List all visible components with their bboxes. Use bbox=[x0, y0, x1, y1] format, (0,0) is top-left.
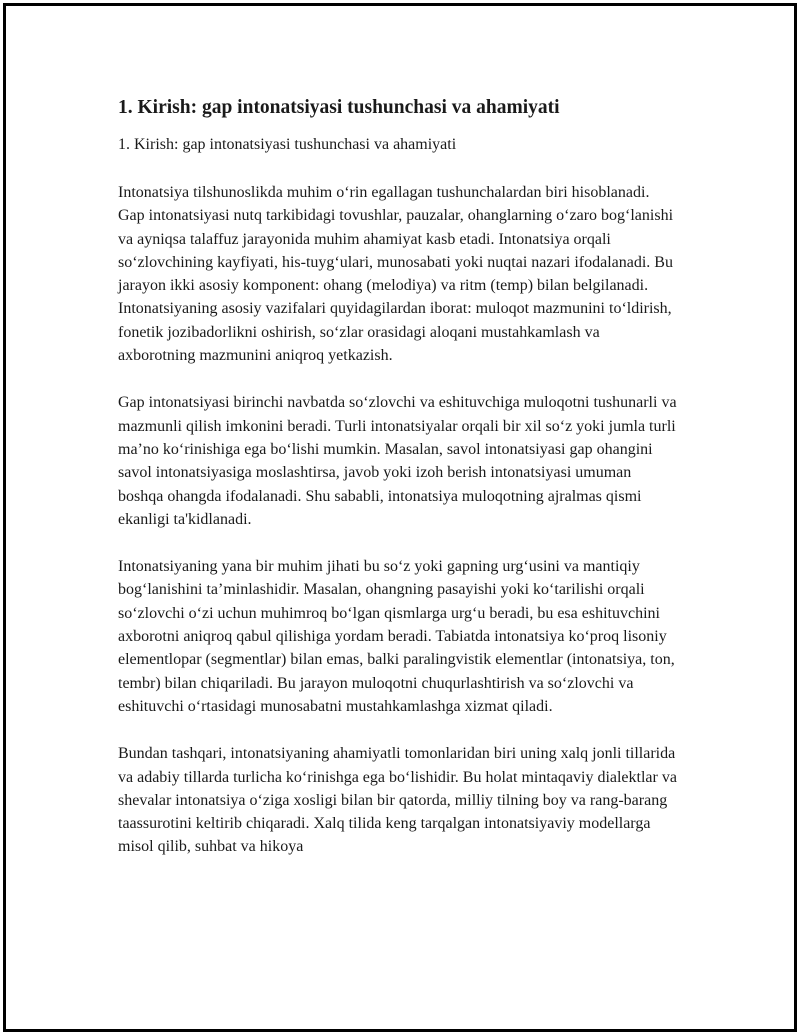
paragraph-3: Intonatsiyaning yana bir muhim jihati bu so‘z yoki gapning urg‘usini va mantiqiy bog‘lanishini ta’minlashidir. Masalan, ohangning pasayishi yoki ko‘tarilishi orqali so‘zlovchi o‘zi uchun muhimroq bo‘lgan qismlarga urg‘u beradi, bu esa eshituvchini axborotni aniqroq qabul qilishiga yordam beradi. Tabiatda intonatsiya ko‘proq lisoniy elementlopar (segmentlar) bilan emas, balki paralingvistik elementlar (intonatsiya, ton, tembr) bilan chiqariladi. Bu jarayon muloqotni chuqurlashtirish va so‘zlovchi va eshituvchi o‘rtasidagi munosabatni mustahkamlashga xizmat qiladi. bbox=[118, 558, 675, 715]
document-heading: 1. Kirish: gap intonatsiyasi tushunchasi va ahamiyati bbox=[118, 97, 560, 118]
paragraph-2: Gap intonatsiyasi birinchi navbatda so‘zlovchi va eshituvchiga muloqotni tushunarli va mazmunli qilish imkonini beradi. Turli intonatsiyalar orqali bir xil so‘z yoki jumla turli ma’no ko‘rinishiga ega bo‘lishi mumkin. Masalan, savol intonatsiyasi gap ohangini savol intonatsiyasiga moslashtirsa, javob yoki izoh berish intonatsiyasi umuman boshqa ohangda ifodalanadi. Shu sababli, intonatsiya muloqotning ajralmas qismi ekanligi ta'kidlanadi. bbox=[118, 394, 677, 528]
paragraph-4: Bundan tashqari, intonatsiyaning ahamiyatli tomonlaridan biri uning xalq jonli tillarida va adabiy tillarda turlicha ko‘rinishga ega bo‘lishidir. Bu holat mintaqaviy dialektlar va shevalar intonatsiya o‘ziga xosligi bilan bir qatorda, milliy tilning boy va rang-barang taassurotini keltirib chiqaradi. Xalq tilida keng tarqalgan intonatsiyaviy modellarga misol qilib, suhbat va hikoya bbox=[118, 745, 677, 856]
paragraph-1: Intonatsiya tilshunoslikda muhim o‘rin egallagan tushunchalardan biri hisoblanadi. Gap intonatsiyasi nutq tarkibidagi tovushlar, pauzalar, ohanglarning o‘zaro bog‘lanishi va ayniqsa talaffuz jarayonida muhim ahamiyat kasb etadi. Intonatsiya orqali so‘zlovchining kayfiyati, his-tuyg‘ulari, munosabati yoki nuqtai nazari ifodalanadi. Bu jarayon ikki asosiy komponent: ohang (melodiya) va ritm (temp) bilan belgilanadi. Intonatsiyaning asosiy vazifalari quyidagilardan iborat: muloqot mazmunini to‘ldirish, fonetik jozibadorlikni oshirish, so‘zlar orasidagi aloqani mustahkamlash va axborotning mazmunini aniqroq yetkazish. bbox=[118, 184, 674, 365]
document-body bbox=[118, 95, 678, 883]
document-subheading: 1. Kirish: gap intonatsiyasi tushunchasi va ahamiyati bbox=[118, 136, 457, 153]
